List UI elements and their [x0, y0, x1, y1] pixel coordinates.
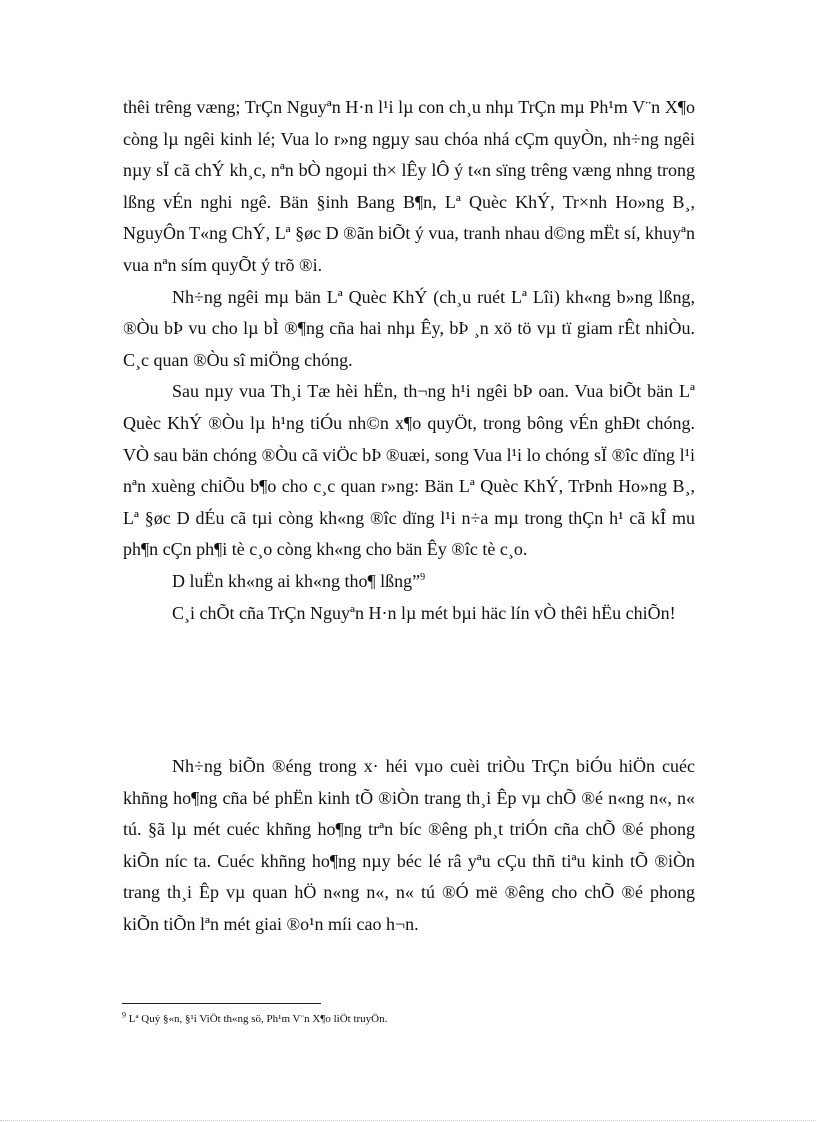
- footnote: [122, 1012, 702, 1026]
- paragraph-4-text: D luËn kh«ng ai kh«ng tho¶ lßng”: [172, 570, 421, 591]
- footnote-marker: 9: [122, 1010, 126, 1020]
- page-bottom-edge: [0, 1120, 816, 1121]
- footnote-reference[interactable]: 9: [420, 571, 426, 583]
- paragraph-1: thêi trêng væng; TrÇn Nguyªn H·n l¹i lµ con ch¸u nhµ TrÇn mµ Ph¹m V¨n X¶o còng lµ ngêi kinh lé; Vua lo r»ng ngµy sau chóa nhá cÇm quyÒn, nh÷ng ngêi nµy sÏ cã chÝ kh¸c, nªn bÒ ngoµi th× lÊy lÔ ý t«n sïng trêng væng nhng trong lßng vÉn nghi ngê. Bän §inh Bang B¶n, Lª Quèc KhÝ, Tr×nh Ho»ng B¸, NguyÔn T«ng ChÝ, Lª §øc D ®ãn biÕt ý vua, tranh nhau d©ng mËt sí, khuyªn vua nªn sím quyÕt ý trõ ®i.: [123, 97, 695, 275]
- paragraph-5: C¸i chÕt cña TrÇn Nguyªn H·n lµ mét bµi häc lín vÒ thêi hËu chiÕn!: [172, 602, 676, 623]
- footnote-text: Lª Quý §«n, §¹i ViÖt th«ng sö, Ph¹m V¨n X¶o liÖt truyÖn.: [128, 1013, 388, 1025]
- paragraph-2: Nh÷ng ngêi mµ bän Lª Quèc KhÝ (ch¸u ruét Lª Lîi) kh«ng b»ng lßng, ®Òu bÞ vu cho lµ bÌ ®¶ng cña hai nhµ Êy, bÞ ¸n xö tö vµ tï giam rÊt nhiÒu. C¸c quan ®Òu sî miÖng chóng.: [123, 286, 695, 370]
- paragraph-4: [123, 566, 695, 598]
- body-text: [123, 92, 695, 941]
- paragraph-3: Sau nµy vua Th¸i Tæ hèi hËn, th¬ng h¹i ngêi bÞ oan. Vua biÕt bän Lª Quèc KhÝ ®Òu lµ h¹ng tiÓu nh©n x¶o quyÖt, trong bông vÉn ghÐt chóng. VÒ sau bän chóng ®Òu cã viÖc bÞ ®uæi, song Vua l¹i lo chóng sÏ ®îc dïng l¹i nªn xuèng chiÕu b¶o cho c¸c quan r»ng: Bän Lª Quèc KhÝ, TrÞnh Ho»ng B¸, Lª §øc D dÉu cã tµi còng kh«ng ®îc dïng l¹i n÷a mµ trong thÇn h¹ cã kÎ mu ph¶n cÇn ph¶i tè c¸o còng kh«ng cho bän Êy ®îc tè c¸o.: [123, 381, 695, 560]
- footnote-separator: [122, 1003, 321, 1004]
- paragraph-6: Nh÷ng biÕn ®éng trong x· héi vµo cuèi triÒu TrÇn biÓu hiÖn cuéc khñng ho¶ng cña bé phËn kinh tÕ ®iÒn trang th¸i Êp vµ chÕ ®é n«ng n«, n« tú. §ã lµ mét cuéc khñng ho¶ng trªn bíc ®êng ph¸t triÓn cña chÕ ®é phong kiÕn níc ta. Cuéc khñng ho¶ng nµy béc lé râ yªu cÇu thñ tiªu kinh tÕ ®iÒn trang th¸i Êp vµ quan hÖ n«ng n«, n« tú ®Ó më ®êng cho chÕ ®é phong kiÕn tiÕn lªn mét giai ®o¹n míi cao h¬n.: [123, 756, 695, 935]
- section-gap: [123, 629, 695, 751]
